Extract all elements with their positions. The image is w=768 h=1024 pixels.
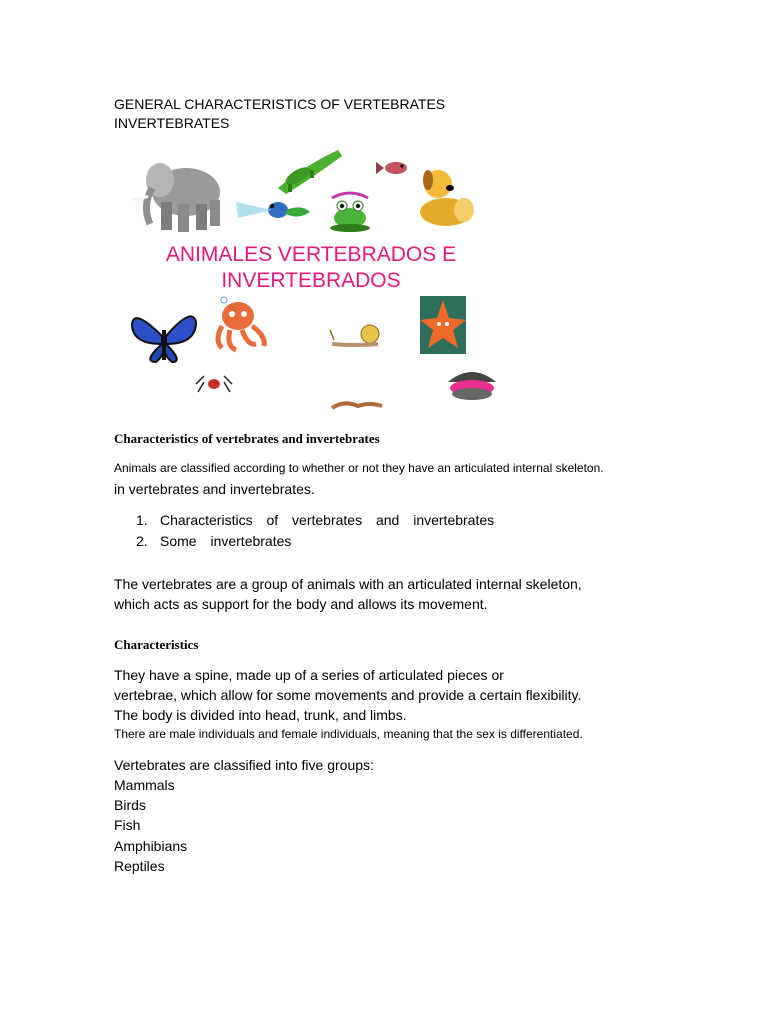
animals-illustration <box>126 140 506 410</box>
butterfly-icon <box>132 316 196 362</box>
list-item-text: Characteristics of vertebrates and invertebrates <box>160 512 495 528</box>
list-item <box>114 531 494 552</box>
characteristics-line1: They have a spine, made up of a series of articulated pieces or <box>114 667 504 683</box>
section-heading-characteristics: Characteristics <box>114 637 199 652</box>
document-title-line2: INVERTEBRATES <box>114 115 230 131</box>
starfish-icon <box>420 296 466 354</box>
document-title-line1: GENERAL CHARACTERISTICS OF VERTEBRATES <box>114 96 446 112</box>
group-item: Fish <box>114 817 141 833</box>
group-item: Amphibians <box>114 838 188 854</box>
list-item <box>114 510 494 531</box>
group-item: Mammals <box>114 777 175 793</box>
octopus-icon <box>218 297 264 350</box>
crocodile-icon <box>278 150 342 194</box>
list-item-number: 2. <box>136 533 148 549</box>
illustration-caption-line2: INVERTEBRADOS <box>221 269 401 292</box>
contents-list <box>114 510 494 552</box>
group-item: Birds <box>114 797 146 813</box>
bird-icon <box>236 202 310 218</box>
frog-icon <box>330 193 370 232</box>
list-item-number: 1. <box>136 512 148 528</box>
list-item-text: Some invertebrates <box>160 533 292 549</box>
snail-icon <box>330 325 379 345</box>
vertebrates-definition-line2: which acts as support for the body and allows its movement. <box>114 596 488 612</box>
clam-icon <box>448 372 496 400</box>
intro-line2: in vertebrates and invertebrates. <box>114 481 315 497</box>
characteristics-line2: vertebrae, which allow for some movements and provide a certain flexibility. <box>114 687 582 703</box>
spider-icon <box>196 376 232 392</box>
vertebrates-definition-line1: The vertebrates are a group of animals with an articulated internal skeleton, <box>114 576 582 592</box>
elephant-icon <box>132 163 220 232</box>
fish-icon <box>376 162 407 174</box>
group-item: Reptiles <box>114 858 165 874</box>
intro-line1: Animals are classified according to whether or not they have an articulated internal skeleton. <box>114 461 604 475</box>
characteristics-line4: There are male individuals and female individuals, meaning that the sex is differentiated. <box>114 727 583 741</box>
groups-intro: Vertebrates are classified into five groups: <box>114 757 374 773</box>
section-heading-vertebrates-invertebrates: Characteristics of vertebrates and invertebrates <box>114 431 380 446</box>
dog-icon <box>420 170 474 226</box>
illustration-caption-line1: ANIMALES VERTEBRADOS E <box>165 243 457 266</box>
worm-icon <box>332 403 382 408</box>
characteristics-line3: The body is divided into head, trunk, and limbs. <box>114 707 407 723</box>
